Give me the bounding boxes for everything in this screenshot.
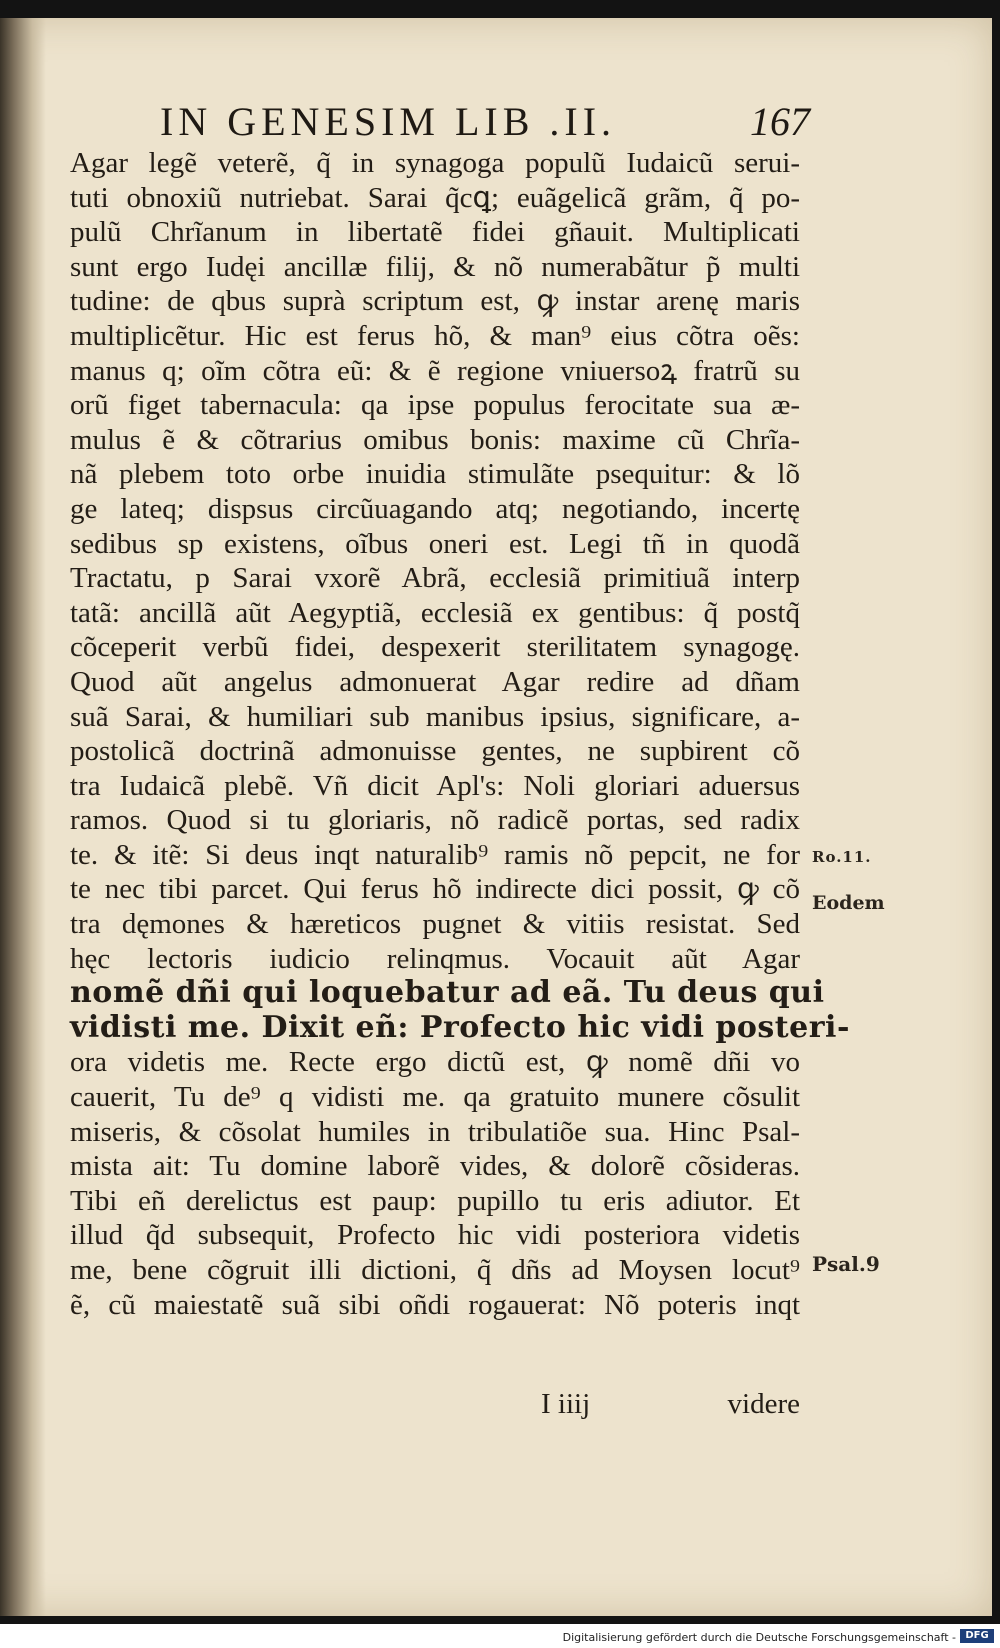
text-line: mulus ẽ & cõtrarius omibus bonis: maxime cũ Chrĩa- [70, 423, 800, 456]
text-line: manus q; oĩm cõtra eũ: & ẽ regione vniuersoꝝ fratrũ su [70, 354, 800, 387]
text-line: cauerit, Tu de⁹ q vidisti me. qa gratuito munere cõsulit [70, 1081, 800, 1114]
margin-note: Psal.9 [812, 1252, 880, 1276]
text-line: tatã: ancillã aũt Aegyptiã, ecclesiã ex gentibus: q̃ postq̃ [70, 596, 800, 629]
text-line: Tibi eñ derelictus est paup: pupillo tu eris adiutor. Et [70, 1184, 800, 1217]
signature-mark: I iiij [541, 1388, 591, 1420]
text-line: Quod aũt angelus admonuerat Agar redire ad dñam [70, 665, 800, 698]
text-line: multiplicẽtur. Hic est ferus hõ, & man⁹ eius cõtra oẽs: [70, 319, 800, 352]
text-line: Tractatu, p Sarai vxorẽ Abrã, ecclesiã primitiuã interp [70, 562, 800, 595]
text-line: cõceperit verbũ fidei, despexerit sterilitatem synagogę. [70, 631, 800, 664]
margin-note: Ro.11. [812, 848, 872, 866]
text-line: ẽ, cũ maiestatẽ suã sibi oñdi rogauerat: Nõ poteris inqt [70, 1288, 800, 1321]
text-line: ramos. Quod si tu gloriaris, nõ radicẽ portas, sed radix [70, 804, 800, 837]
text-line: suã Sarai, & humiliari sub manibus ipsius, significare, a- [70, 700, 800, 733]
text-line: me, bene cõgruit illi dictioni, q̃ dñs ad Moysen locut⁹ [70, 1254, 800, 1286]
page-gutter-shadow [0, 18, 46, 1616]
text-line: tuti obnoxiũ nutriebat. Sarai q̃cꝗ; euãgelicã grãm, q̃ po- [70, 181, 800, 214]
running-title: IN GENESIM LIB .II. [160, 99, 617, 144]
text-line: sedibus sp existens, oĩbus oneri est. Legi tñ in quodã [70, 527, 800, 560]
text-line: mista ait: Tu domine laborẽ vides, & dolorẽ cõsideras. [70, 1150, 800, 1183]
text-line: sunt ergo Iudęi ancillæ filij, & nõ numerabãtur p̃ multi [70, 250, 800, 283]
text-line-blackletter: nomẽ dñi qui loquebatur ad eã. Tu deus qui [70, 975, 825, 1011]
text-line: orũ figet tabernacula: qa ipse populus ferocitate sua æ- [70, 389, 800, 422]
margin-note: Eodem [812, 892, 885, 914]
dfg-logo-icon: DFG [960, 1629, 994, 1643]
text-line-blackletter: vidisti me. Dixit eñ: Profecto hic vidi posteri- [70, 1009, 850, 1045]
text-line: tra dęmones & hæreticos pugnet & vitiis resistat. Sed [70, 908, 800, 941]
footer-credit: Digitalisierung gefördert durch die Deutsche Forschungsgemeinschaft - [562, 1631, 956, 1644]
folio-number: 167 [750, 99, 810, 144]
footer-bar [0, 1624, 1000, 1648]
text-line: te. & itẽ: Si deus inqt naturalib⁹ ramis nõ pepcit, ne for [70, 838, 800, 871]
page-header [160, 98, 810, 148]
text-line: pulũ Chrĩanum in libertatẽ fidei gñauit. Multiplicati [70, 216, 800, 249]
text-line: postolicã doctrinã admonuisse gentes, ne supbirent cõ [70, 735, 800, 768]
text-line: illud q̃d subsequit, Profecto hic vidi posteriora videtis [70, 1219, 800, 1252]
text-line: miseris, & cõsolat humiles in tribulatiõe sua. Hinc Psal- [70, 1115, 800, 1148]
text-line: ora videtis me. Recte ergo dictũ est, ꝙ nomẽ dñi vo [70, 1046, 800, 1079]
text-line: tudine: de qbus suprà scriptum est, ꝙ instar arenę maris [70, 285, 800, 318]
catchword: videre [727, 1388, 800, 1420]
text-line: tra Iudaicã plebẽ. Vñ dicit Apl's: Noli gloriari aduersus [70, 769, 800, 802]
text-line: Agar legẽ veterẽ, q̃ in synagoga populũ Iudaicũ serui- [70, 147, 800, 179]
text-line: nã plebem toto orbe inuidia stimulãte psequitur: & lõ [70, 458, 800, 491]
text-line: ge lateq; dispsus circũuagando atq; negotiando, incertę [70, 492, 800, 525]
text-line: te nec tibi parcet. Qui ferus hõ indirecte dici possit, ꝙ cõ [70, 873, 800, 906]
text-line: hęc lectoris iudicio relinqmus. Vocauit aũt Agar [70, 942, 800, 975]
